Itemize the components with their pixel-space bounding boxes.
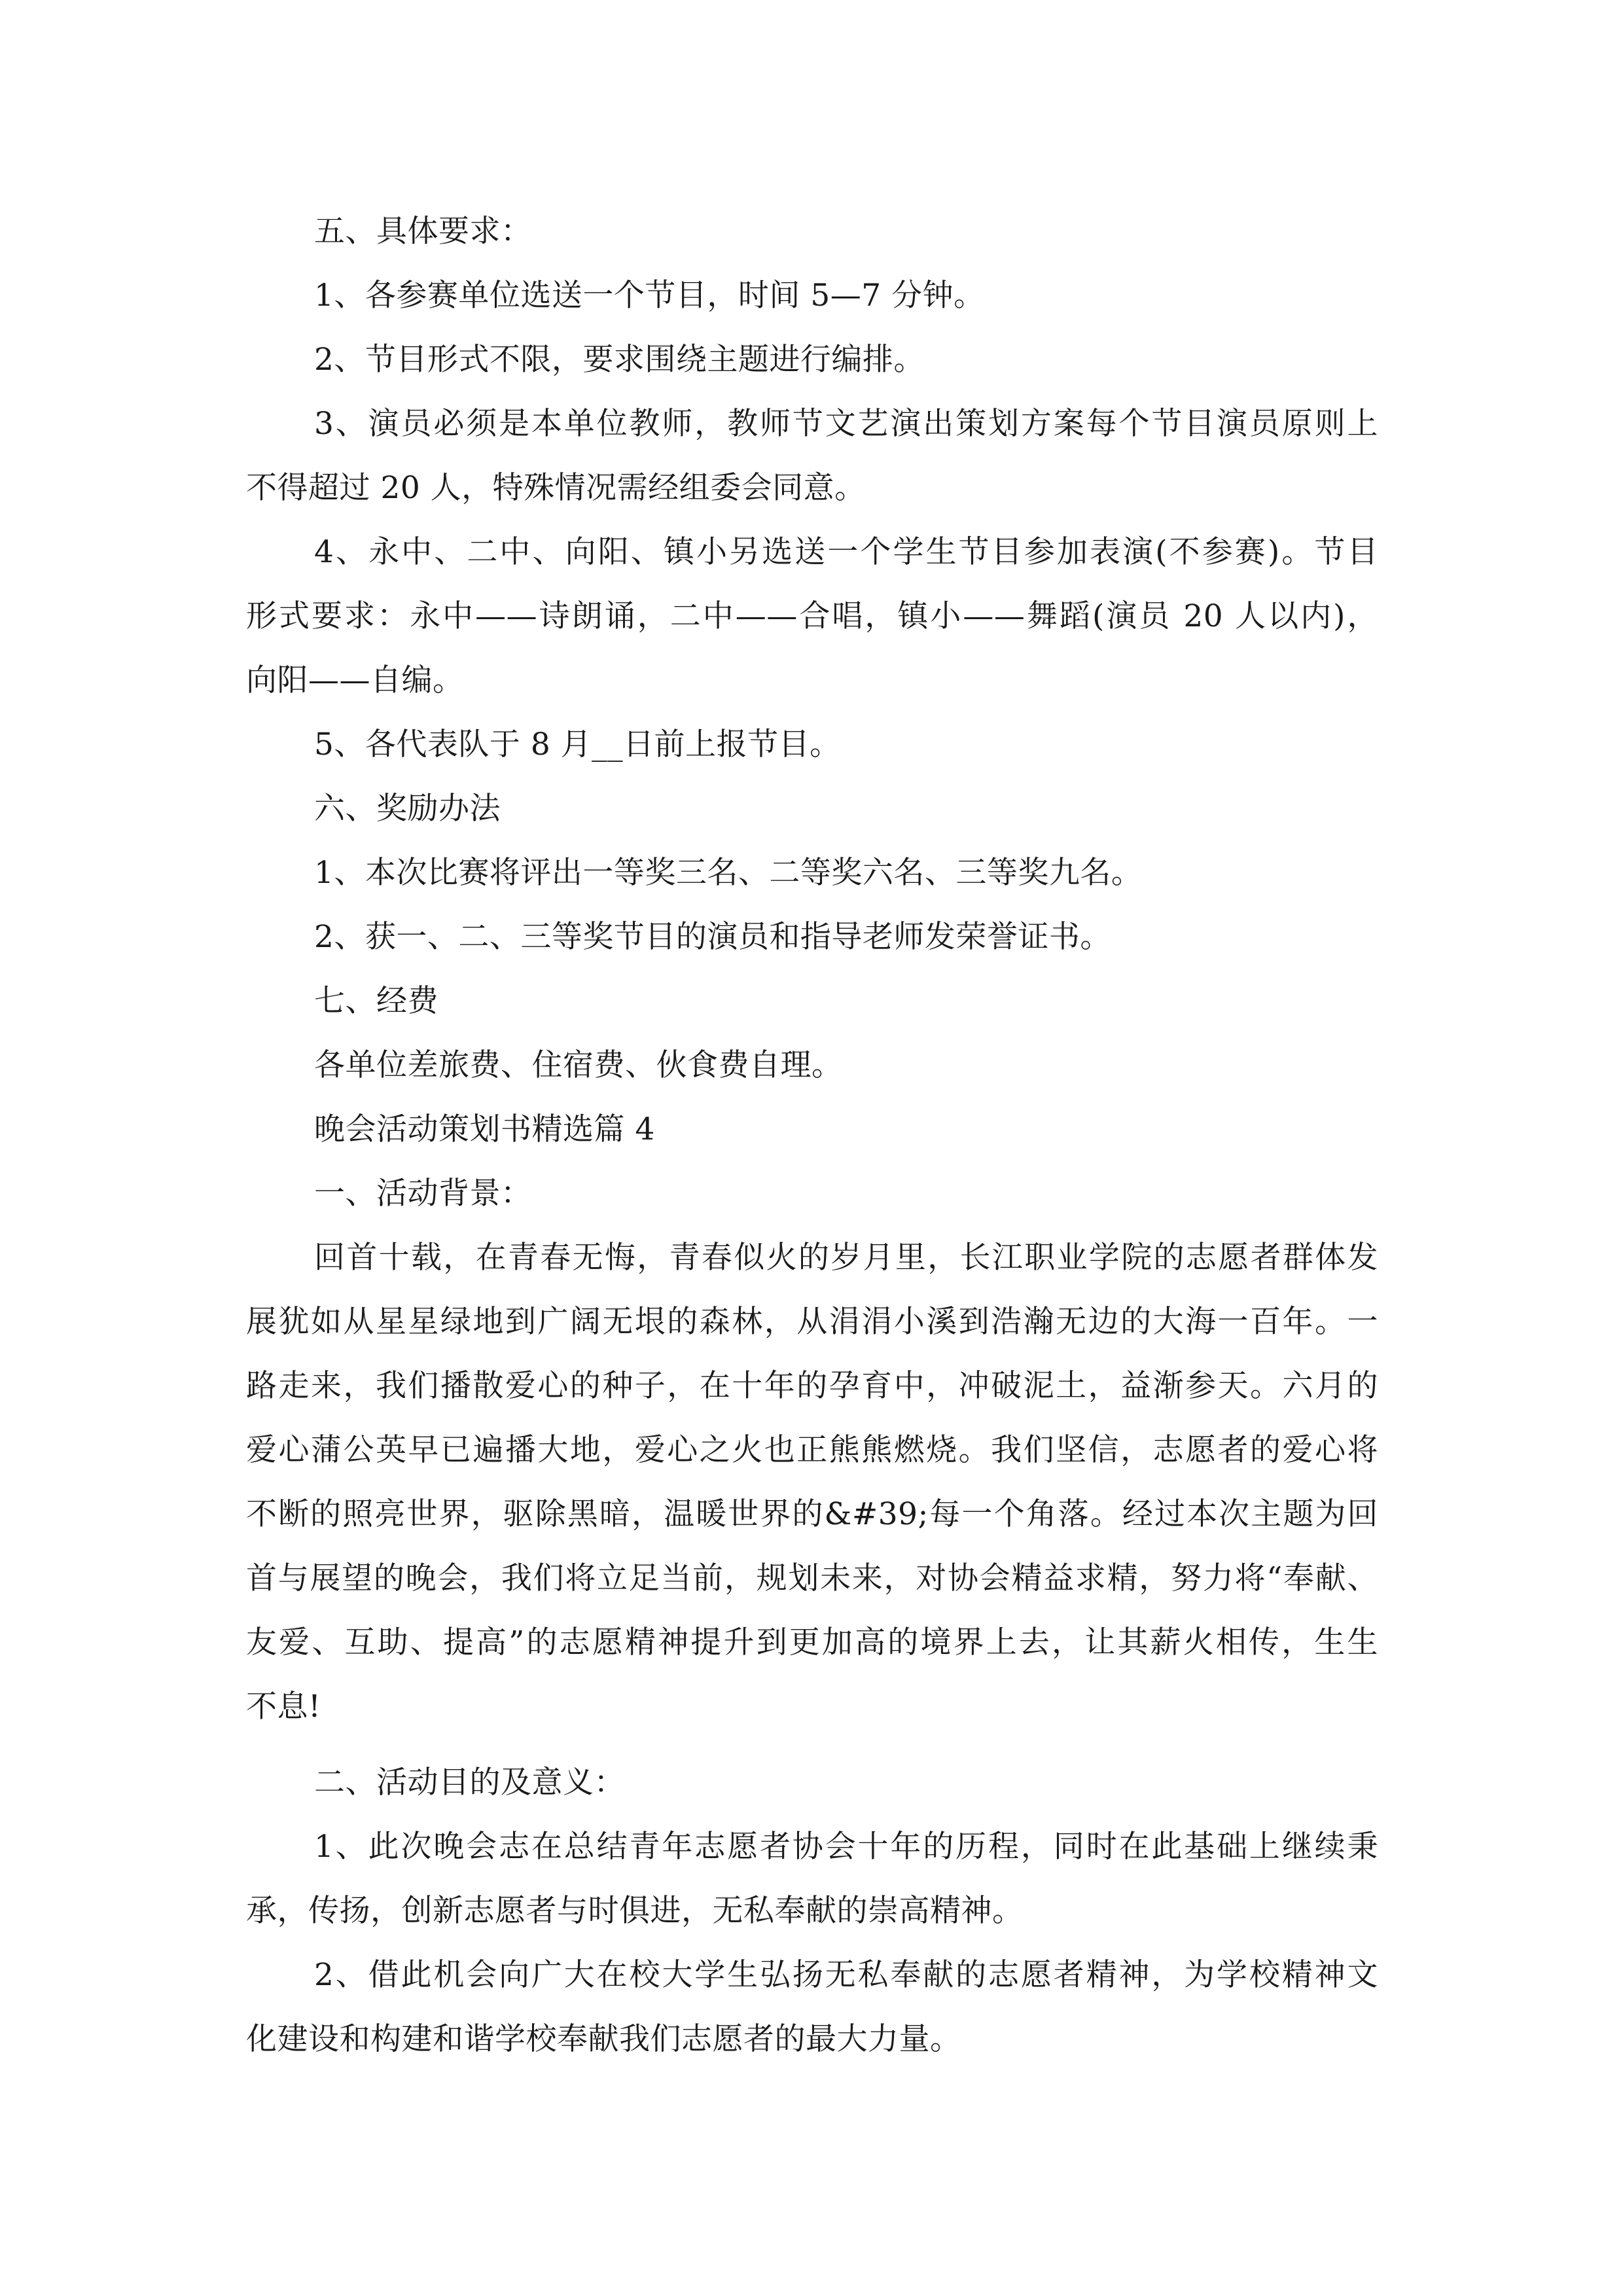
- paragraph: [246, 1751, 1378, 1815]
- text-line: 5、各代表队于 8 月__日前上报节目。: [314, 726, 841, 762]
- text-line: 七、经费: [314, 983, 438, 1019]
- paragraph: [246, 1815, 1378, 1943]
- text-line: 友爱、互助、提高”的志愿精神提升到更加高的境界上去，让其薪火相传，生生: [246, 1624, 1378, 1660]
- text-line: 2、借此机会向广大在校大学生弘扬无私奉献的志愿者精神，为学校精神文: [314, 1957, 1378, 1993]
- paragraph: [246, 264, 1378, 328]
- paragraph: [246, 392, 1378, 520]
- text-line: 1、此次晚会志在总结青年志愿者协会十年的历程，同时在此基础上继续秉: [314, 1829, 1378, 1865]
- text-line: 2、获一、二、三等奖节目的演员和指导老师发荣誉证书。: [314, 919, 1111, 955]
- paragraph: [246, 841, 1378, 905]
- paragraph: [246, 520, 1378, 713]
- text-line: 一、活动背景：: [314, 1175, 532, 1211]
- paragraph: [246, 1943, 1378, 2072]
- text-line: 不断的照亮世界，驱除黑暗，温暖世界的&#39;每一个角落。经过本次主题为回: [246, 1496, 1378, 1532]
- text-line: 3、演员必须是本单位教师，教师节文艺演出策划方案每个节目演员原则上: [314, 406, 1378, 442]
- paragraph: [246, 713, 1378, 777]
- paragraph: [246, 200, 1378, 264]
- text-line: 六、奖励办法: [314, 791, 501, 827]
- paragraph: [246, 1226, 1378, 1739]
- text-line: 1、本次比赛将评出一等奖三名、二等奖六名、三等奖九名。: [314, 855, 1143, 891]
- text-line: 形式要求：永中——诗朗诵，二中——合唱，镇小——舞蹈(演员 20 人以内)，: [246, 598, 1378, 634]
- paragraph: [246, 905, 1378, 969]
- text-line: 首与展望的晚会，我们将立足当前，规划未来，对协会精益求精，努力将“奉献、: [246, 1560, 1378, 1596]
- text-line: 爱心蒲公英早已遍播大地，爱心之火也正熊熊燃烧。我们坚信，志愿者的爱心将: [246, 1432, 1378, 1468]
- text-line: 展犹如从星星绿地到广阔无垠的森林，从涓涓小溪到浩瀚无边的大海一百年。一: [246, 1304, 1378, 1340]
- text-line: 各单位差旅费、住宿费、伙食费自理。: [314, 1047, 843, 1083]
- paragraph: [246, 328, 1378, 392]
- text-line: 二、活动目的及意义：: [314, 1765, 625, 1801]
- paragraph: [246, 1162, 1378, 1226]
- text-line: 晚会活动策划书精选篇 4: [314, 1111, 655, 1147]
- text-line: 2、节目形式不限，要求围绕主题进行编排。: [314, 342, 925, 378]
- text-line: 不得超过 20 人，特殊情况需经组委会同意。: [246, 470, 866, 506]
- document-body: [246, 200, 1378, 2072]
- text-line: 不息!: [246, 1689, 321, 1725]
- paragraph: [246, 1098, 1378, 1162]
- text-line: 1、各参赛单位选送一个节目，时间 5—7 分钟。: [314, 278, 985, 314]
- paragraph: [246, 777, 1378, 841]
- paragraph: [246, 1033, 1378, 1098]
- text-line: 五、具体要求：: [314, 213, 532, 249]
- text-line: 向阳——自编。: [246, 662, 464, 698]
- text-line: 回首十载，在青春无悔，青春似火的岁月里，长江职业学院的志愿者群体发: [314, 1240, 1378, 1276]
- text-line: 路走来，我们播散爱心的种子，在十年的孕育中，冲破泥土，益渐参天。六月的: [246, 1368, 1378, 1404]
- text-line: 承，传扬，创新志愿者与时俱进，无私奉献的崇高精神。: [246, 1893, 1024, 1929]
- paragraph: [246, 969, 1378, 1033]
- text-line: 4、永中、二中、向阳、镇小另选送一个学生节目参加表演(不参赛)。节目: [314, 534, 1378, 570]
- text-line: 化建设和构建和谐学校奉献我们志愿者的最大力量。: [246, 2021, 961, 2057]
